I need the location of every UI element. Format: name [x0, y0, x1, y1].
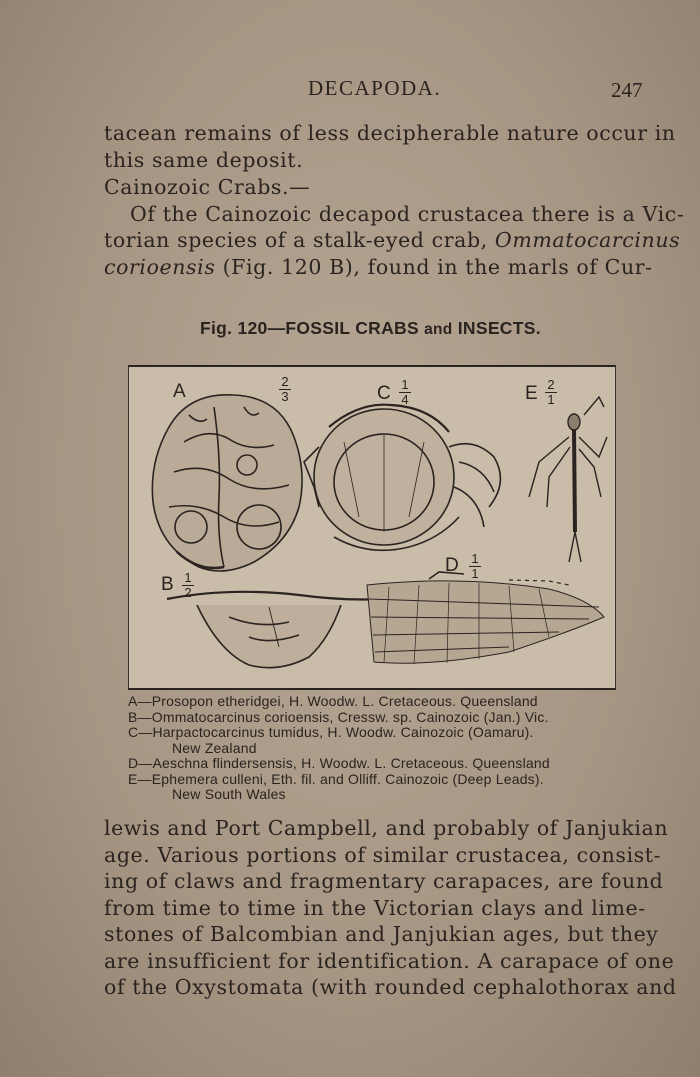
caption-e: E—Ephemera culleni, Eth. fil. and Olliff. Cainozoic (Deep Leads).: [128, 770, 544, 787]
text-line: ing of claws and fragmentary carapaces, are found: [104, 869, 664, 893]
species-name: corioensis: [104, 254, 216, 279]
scale-fraction-b: [182, 572, 194, 599]
text-line: from time to time in the Victorian clays and lime-: [104, 895, 646, 920]
specimen-label-a: A: [173, 381, 186, 402]
scale-fraction-e: [545, 379, 557, 406]
figure-title-and: and: [424, 321, 453, 338]
fossil-illustration: [129, 367, 616, 690]
text-line: corioensis (Fig. 120 B), found in the marls of Cur-: [104, 254, 653, 279]
caption-c-continued: New Zealand: [172, 739, 257, 756]
bottom-text: [104, 815, 677, 1001]
page-header: [0, 76, 700, 106]
caption-d: D—Aeschna flindersensis, H. Woodw. L. Cretaceous. Queensland: [128, 755, 550, 771]
scale-denominator: 4: [401, 392, 409, 407]
scale-denominator: 3: [281, 389, 289, 404]
text-line: torian species of a stalk-eyed crab, Ommatocarcinus: [104, 228, 681, 252]
page-number: 247: [611, 78, 643, 102]
scale-numerator: 1: [471, 551, 479, 566]
side-heading: Cainozoic Crabs.—: [104, 175, 311, 199]
figure-captions: [128, 694, 628, 803]
text-line: of the Oxystomata (with rounded cephalothorax and: [104, 975, 677, 999]
text-line: lewis and Port Campbell, and probably of Janjukian: [104, 816, 669, 840]
running-head: DECAPODA.: [308, 76, 442, 100]
specimen-label-d: D: [445, 555, 459, 576]
scale-denominator: 2: [184, 585, 192, 600]
scale-numerator: 2: [281, 374, 289, 389]
scale-numerator: 1: [401, 377, 409, 392]
text-line: are insufficient for identification. A carapace of one: [104, 948, 675, 973]
scale-numerator: 2: [547, 377, 555, 392]
caption-e-continued: New South Wales: [172, 786, 286, 802]
figure-title: [200, 318, 550, 339]
caption-c: C—Harpactocarcinus tumidus, H. Woodw. Cainozoic (Oamaru).: [128, 724, 534, 740]
text-line: this same deposit.: [104, 147, 304, 172]
text-line: age. Various portions of similar crustacea, consist-: [104, 842, 662, 867]
fossil-figure: [128, 365, 616, 690]
specimen-c-drawing: [304, 405, 500, 551]
scale-denominator: 1: [547, 392, 555, 407]
species-name: Ommatocarcinus: [494, 228, 681, 252]
caption-b: B—Ommatocarcinus corioensis, Cressw. sp. Cainozoic (Jan.) Vic.: [128, 708, 549, 725]
text-line: stones of Balcombian and Janjukian ages, but they: [104, 922, 659, 946]
scale-fraction-d: [469, 553, 481, 580]
top-text: [104, 120, 685, 280]
scale-fraction-a: [279, 376, 291, 403]
specimen-b-drawing: [167, 592, 384, 668]
specimen-label-e: E: [525, 383, 538, 404]
scale-denominator: 1: [471, 566, 479, 581]
scale-numerator: 1: [184, 570, 192, 585]
scale-fraction-c: [399, 379, 411, 406]
figure-title-main: Fig. 120—FOSSIL CRABS: [200, 318, 419, 338]
specimen-d-drawing: [367, 572, 604, 664]
text-line: Of the Cainozoic decapod crustacea there is a Vic-: [130, 201, 685, 226]
text-line: tacean remains of less decipherable nature occur in: [104, 121, 676, 145]
specimen-label-c: C: [377, 383, 391, 404]
caption-a: A—Prosopon etheridgei, H. Woodw. L. Cretaceous. Queensland: [128, 693, 538, 709]
specimen-label-b: B: [161, 574, 174, 595]
specimen-e-drawing: [529, 397, 607, 562]
figure-title-end: INSECTS.: [457, 318, 541, 338]
specimen-a-drawing: [152, 395, 302, 571]
